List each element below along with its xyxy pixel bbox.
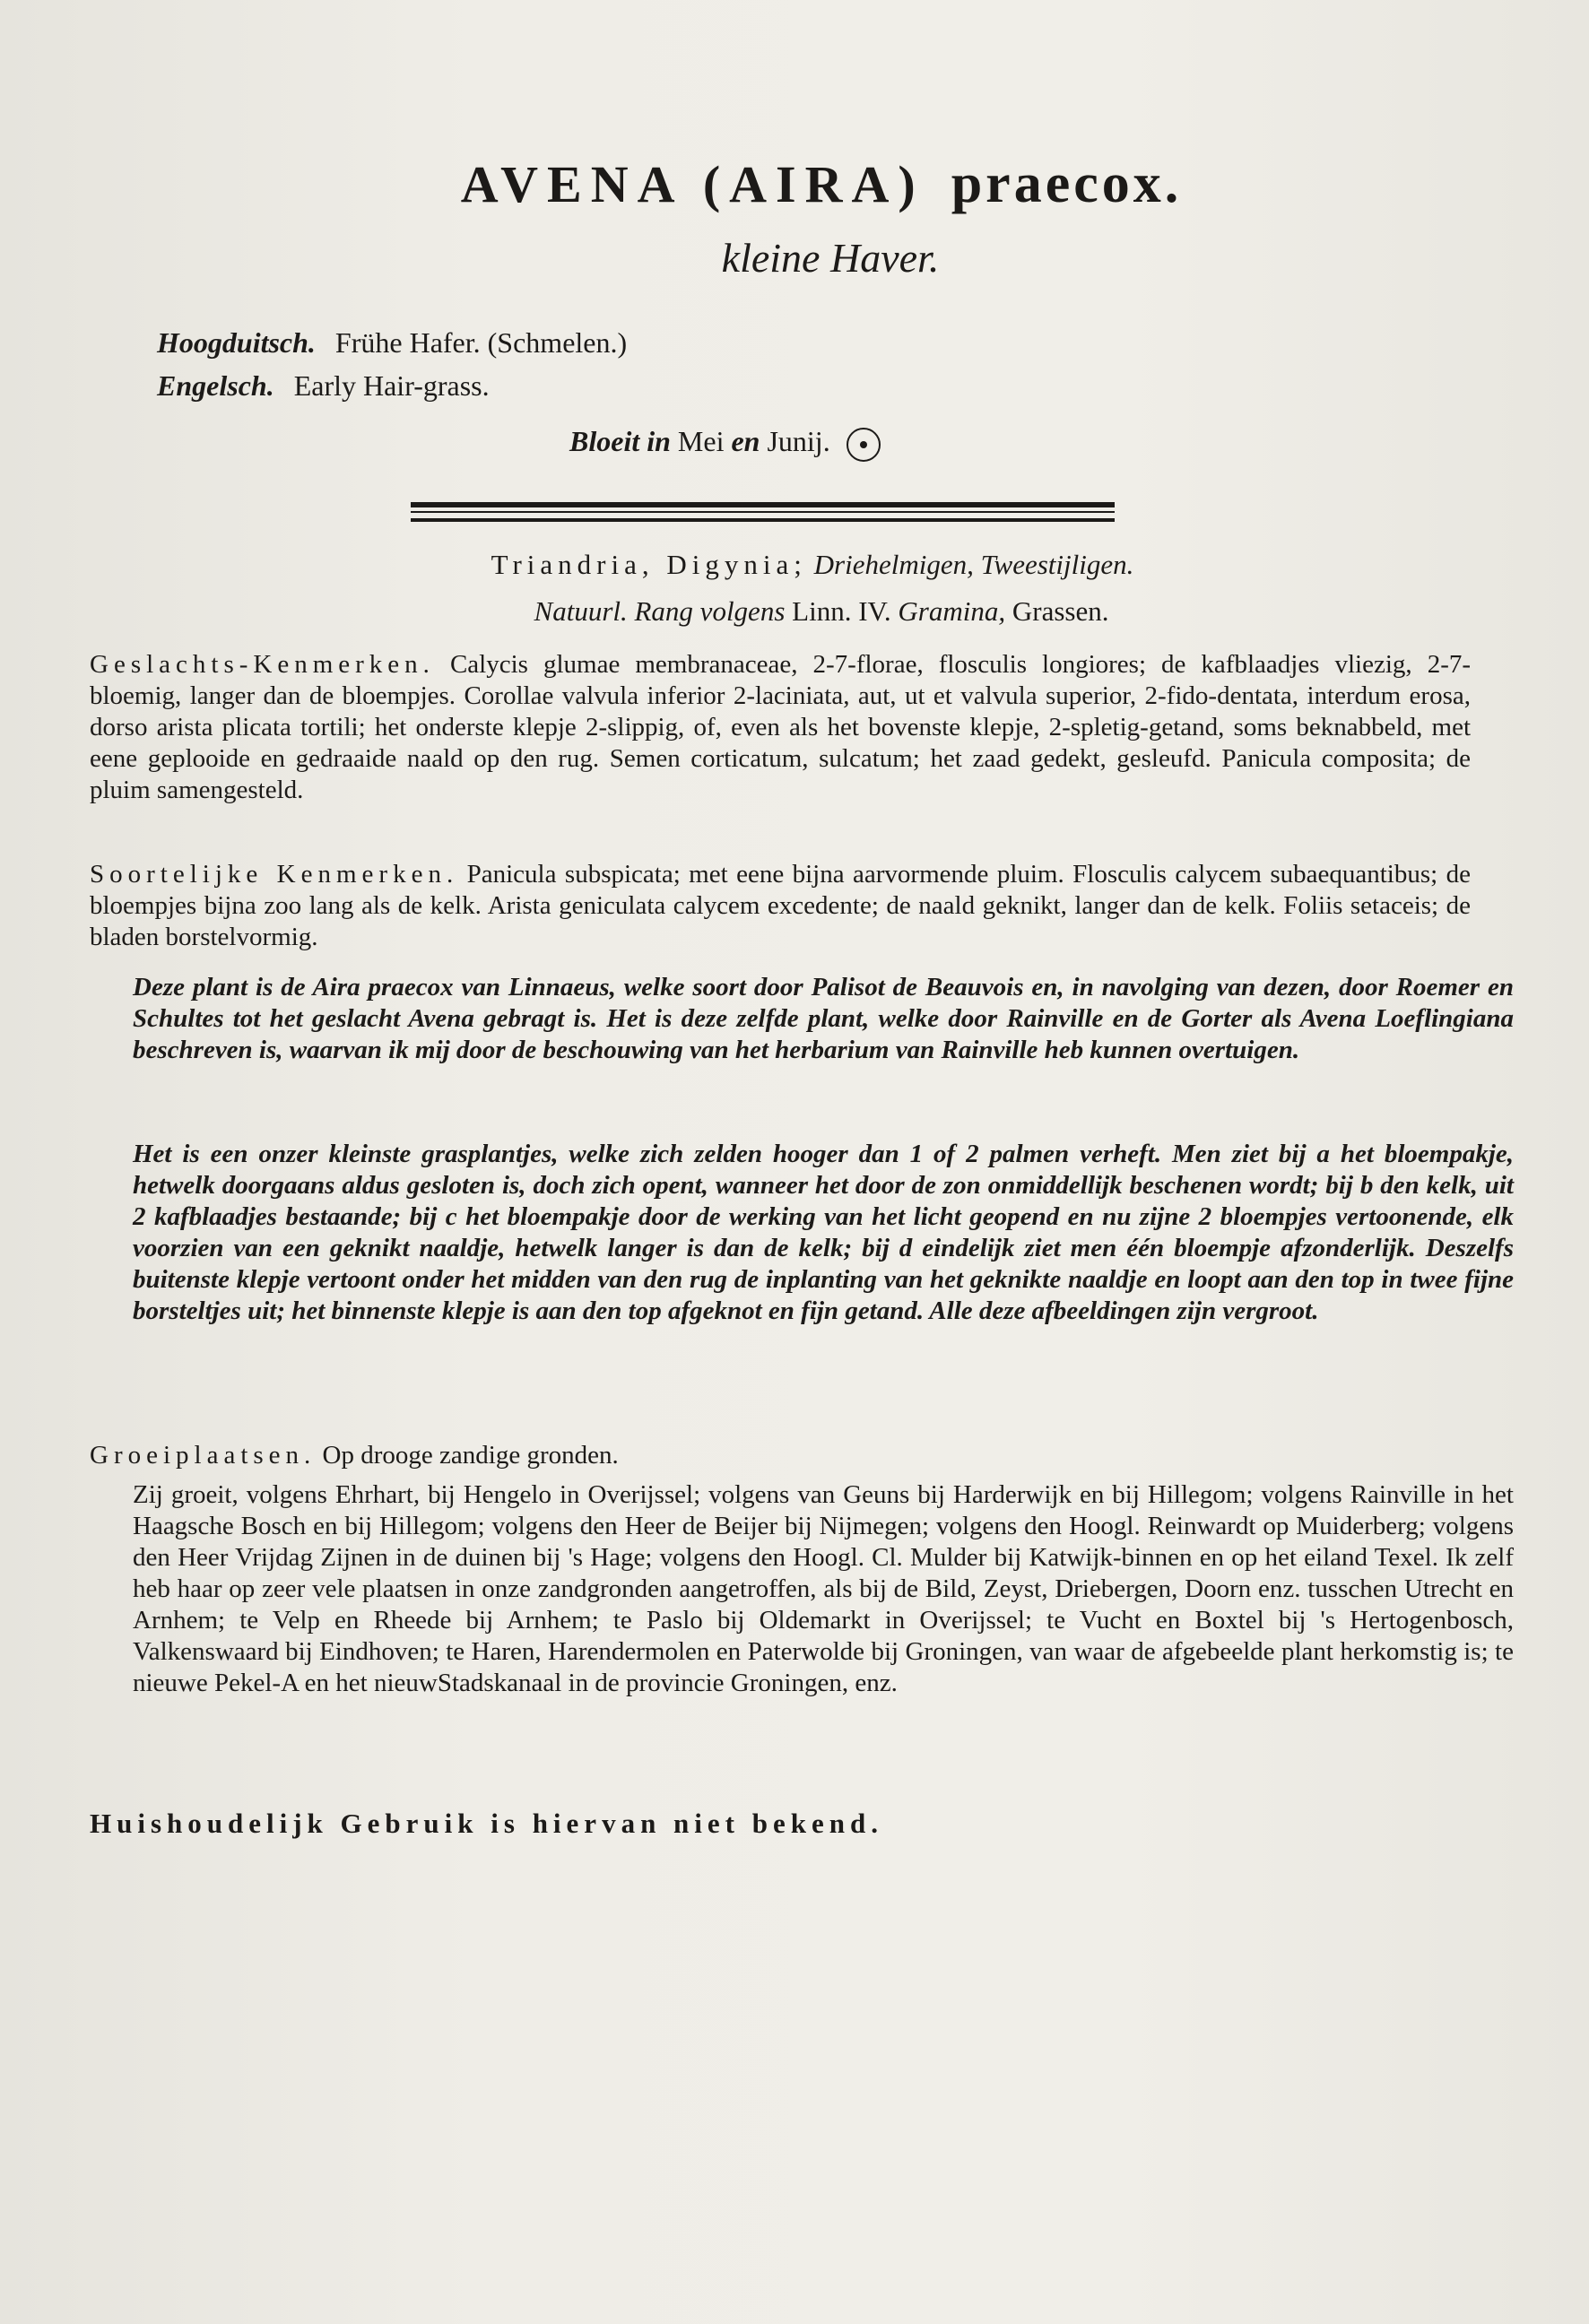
section-text: Panicula subspicata; met eene bijna aarvormende pluim. Flosculis calycem subaequantibus; de bloempjes bijna zoo lang als de kelk. Arista geniculata calycem excedente; de naald geknikt, langer dan de kelk. Foliis setaceis; de bladen borstelvormig. [90,860,1471,951]
synonyms [157,321,627,407]
annual-symbol-icon [847,428,881,462]
synonym-row [157,364,627,407]
synonym-language: Hoogduitsch. [157,326,316,359]
paragraph-text: Het is een onzer kleinste grasplantjes, welke zich zelden hooger dan 1 of 2 palmen verheft. Men ziet bij a het bloempakje, hetwelk doorgaans aldus gesloten is, doch zich opent, wanneer het door de zon onmiddellijk beschenen wordt; bij b den kelk, uit 2 kafblaadjes bestaande; bij c het bloempakje door de werking van het licht geopend en nu zijne 2 bloempjes vertoonende, elk voorzien van een geknikt naaldje, hetwelk langer is dan de kelk; bij d eindelijk ziet men één bloempje afzonderlijk. Deszelfs buitenste klepje vertoont onder het midden van den rug de inplanting van het geknikte naaldje en loopt aan den top in twee fijne borsteltjes uit; het binnenste klepje is aan den top afgeknot en fijn getand. Alle deze afbeeldingen zijn vergroot. [133,1140,1514,1325]
class-dutch: Driehelmigen, Tweestijligen. [813,549,1134,580]
divider [411,518,1115,522]
genus-characters [90,649,1471,806]
section-heading: Groeiplaatsen. [90,1441,317,1470]
synonym-name: Frühe Hafer. (Schmelen.) [334,326,628,359]
synonym-language: Engelsch. [157,369,274,402]
title-block [0,152,1589,282]
habitat [90,1440,1471,1471]
order-latin: Gramina, [898,595,1006,627]
order-number: Linn. IV. [792,595,891,627]
divider [411,502,1115,507]
bloom-label: Bloeit in [569,425,671,457]
divider [411,511,1115,513]
order-label: Natuurl. Rang volgens [534,595,786,627]
synonym-row [157,321,627,364]
page-title [0,152,1589,216]
section-heading: Soortelijke Kenmerken. [90,860,459,889]
localities-paragraph [90,1479,1514,1699]
paragraph-text: Deze plant is de Aira praecox van Linnaeus, welke soort door Palisot de Beauvois en, in navolging van dezen, door Roemer en Schultes tot het geslacht Avena gebragt is. Het is deze zelfde plant, welke door Rainville en de Gorter als Avena Loeflingiana beschreven is, waarvan ik mij door de beschouwing van het herbarium van Rainville heb kunnen overtuigen. [133,973,1514,1064]
title-genus: AVENA (AIRA) [460,155,925,213]
bloom-period [569,425,881,462]
section-text: Op drooge zandige gronden. [322,1441,619,1470]
natural-order [0,595,1589,628]
bloom-month: Junij. [767,425,830,457]
class-latin: Triandria, Digynia; [491,549,807,580]
footer-text: Huishoudelijk Gebruik is hiervan niet bekend. [90,1808,883,1839]
synonymy-paragraph [90,972,1514,1066]
species-characters [90,859,1471,953]
paragraph-text: Zij groeit, volgens Ehrhart, bij Hengelo in Overijssel; volgens van Geuns bij Harderwijk en bij Hillegom; volgens Rainville in het Haagsche Bosch en bij Hillegom; volgens den Heer de Beijer bij Nijmegen; volgens den Hoogl. Reinwardt op Muiderberg; volgens den Heer Vrijdag Zijnen in de duinen bij 's Hage; volgens den Hoogl. Cl. Mulder bij Katwijk-binnen en op het eiland Texel. Ik zelf heb haar op zeer vele plaatsen in onze zandgronden aangetroffen, als bij de Bild, Zeyst, Driebergen, Doorn enz. tusschen Utrecht en Arnhem; te Velp en Rheede bij Arnhem; te Paslo bij Oldemarkt in Overijssel; te Vucht en Boxtel bij 's Hertogenbosch, Valkenswaard bij Eindhoven; te Haren, Harendermolen en Paterwolde bij Groningen, van waar de afgebeelde plant herkomstig is; te nieuwe Pekel-A en het nieuwStadskanaal in de provincie Groningen, enz. [133,1480,1514,1697]
section-text: Calycis glumae membranaceae, 2-7-florae, flosculis longiores; de kafblaadjes vliezig, 2-7-bloemig, langer dan de bloempjes. Corollae valvula inferior 2-laciniata, aut, ut et valvula superior, 2-fido-dentata, interdum erosa, dorso arista plicata tortili; het onderste klepje 2-slippig, of, even als het bovenste klepje, 2-spletig-getand, soms beknabbeld, met eene geplooide en gedraaide naald op den rug. Semen corticatum, sulcatum; het zaad gedekt, gesleufd. Panicula composita; de pluim samengesteld. [90,650,1472,804]
section-heading: Geslachts-Kenmerken. [90,650,435,679]
description-paragraph [90,1139,1514,1327]
linnaean-class [0,549,1589,581]
order-dutch: Grassen. [1012,595,1109,627]
synonym-name: Early Hair-grass. [293,369,490,402]
common-name: kleine Haver. [721,235,940,281]
bloom-conjunction: en [731,425,760,457]
economic-use [90,1808,1471,1839]
bloom-month: Mei [677,425,725,457]
title-species: praecox. [951,153,1183,214]
